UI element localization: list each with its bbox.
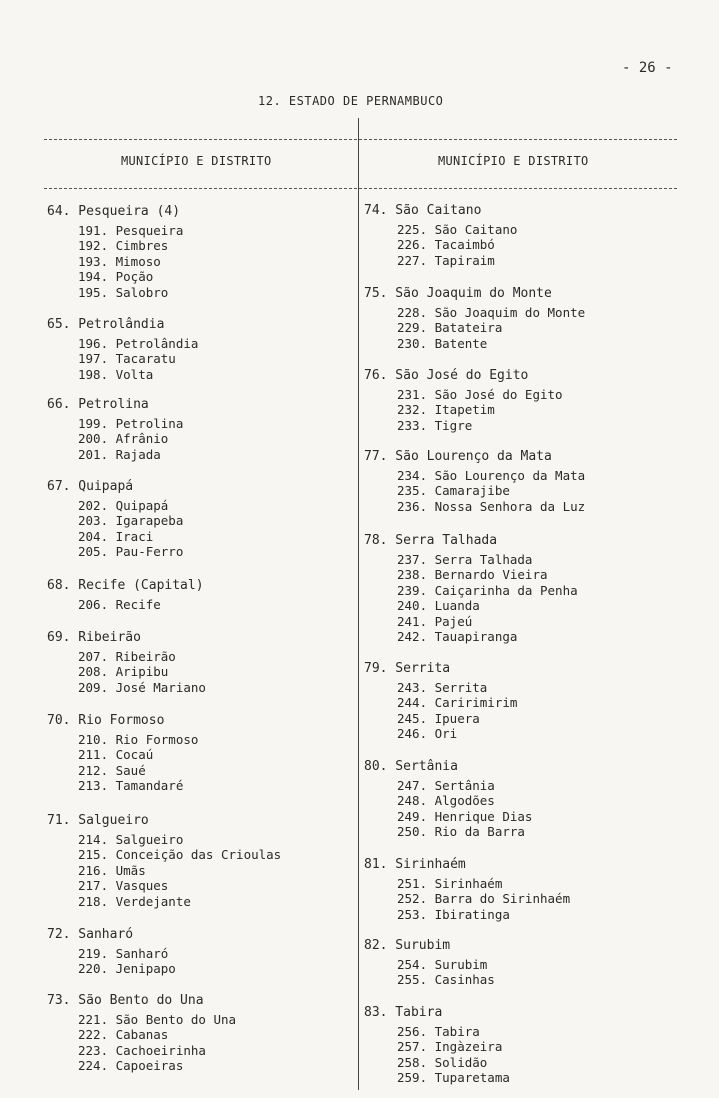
distrito-item: 231. São José do Egito [397, 387, 563, 402]
distrito-item: 241. Pajeú [397, 613, 473, 629]
distrito-item: 194. Poção [78, 269, 154, 285]
distrito-item: 195. Salobro [78, 284, 169, 300]
distrito-item: 250. Rio da Barra [397, 824, 525, 840]
municipio-heading: 71. Salgueiro [47, 813, 149, 828]
distrito-item: 206. Recife [78, 597, 161, 612]
distrito-item: 222. Cabanas [78, 1027, 169, 1043]
page-title: 12. ESTADO DE PERNAMBUCO [258, 94, 444, 108]
distrito-item: 220. Jenipapo [78, 961, 176, 977]
distrito-item: 218. Verdejante [78, 893, 191, 909]
municipio-heading: 65. Petrolândia [47, 317, 165, 332]
distrito-item: 201. Rajada [78, 446, 161, 462]
distrito-item: 196. Petrolândia [78, 336, 199, 351]
municipio-heading: 69. Ribeirão [47, 630, 141, 645]
distrito-item: 219. Sanharó [78, 946, 169, 961]
distrito-item: 254. Surubim [397, 957, 488, 972]
distrito-item: 217. Vasques [78, 878, 169, 894]
municipio-heading: 72. Sanharó [47, 927, 134, 942]
distrito-item: 238. Bernardo Vieira [397, 567, 548, 583]
municipio-heading: 64. Pesqueira (4) [47, 204, 181, 219]
distrito-item: 207. Ribeirão [78, 649, 176, 664]
column-divider [358, 118, 359, 1090]
distrito-item: 256. Tabira [397, 1024, 480, 1039]
distrito-item: 216. Umãs [78, 862, 146, 878]
distrito-item: 208. Aripibu [78, 664, 169, 680]
distrito-item: 252. Barra do Sirinhaém [397, 891, 571, 907]
distrito-item: 211. Cocaú [78, 747, 154, 763]
municipio-heading: 68. Recife (Capital) [47, 578, 204, 593]
distrito-item: 192. Cimbres [78, 238, 169, 254]
distrito-item: 223. Cachoeirinha [78, 1042, 206, 1058]
municipio-heading: 73. São Bento do Una [47, 993, 204, 1008]
distrito-item: 191. Pesqueira [78, 223, 184, 238]
distrito-item: 215. Conceição das Crioulas [78, 847, 282, 863]
distrito-item: 197. Tacaratu [78, 351, 176, 367]
distrito-item: 227. Tapiraim [397, 252, 495, 268]
distrito-item: 258. Solidão [397, 1054, 488, 1070]
municipio-heading: 67. Quipapá [47, 479, 134, 494]
distrito-item: 247. Sertânia [397, 778, 495, 793]
distrito-item: 240. Luanda [397, 598, 480, 614]
municipio-heading: 80. Sertânia [364, 759, 458, 774]
table-top-rule [44, 139, 677, 140]
distrito-item: 198. Volta [78, 366, 154, 382]
header-bottom-rule [44, 188, 677, 189]
distrito-item: 214. Salgueiro [78, 832, 184, 847]
distrito-item: 237. Serra Talhada [397, 552, 533, 567]
distrito-item: 232. Itapetim [397, 402, 495, 418]
municipio-heading: 70. Rio Formoso [47, 713, 165, 728]
municipio-heading: 77. São Lourenço da Mata [364, 449, 552, 464]
distrito-item: 242. Tauapiranga [397, 629, 518, 644]
distrito-item: 228. São Joaquim do Monte [397, 305, 586, 320]
municipio-heading: 83. Tabira [364, 1005, 443, 1020]
distrito-item: 257. Ingàzeira [397, 1039, 503, 1055]
distrito-item: 221. São Bento do Una [78, 1012, 237, 1027]
distrito-item: 245. Ipuera [397, 710, 480, 726]
distrito-item: 213. Tamandaré [78, 778, 184, 794]
distrito-item: 259. Tuparetama [397, 1070, 510, 1086]
municipio-heading: 66. Petrolina [47, 397, 149, 412]
header-right: MUNICÍPIO E DISTRITO [438, 154, 589, 168]
municipio-heading: 78. Serra Talhada [364, 533, 498, 548]
municipio-heading: 76. São José do Egito [364, 368, 529, 383]
distrito-item: 209. José Mariano [78, 679, 206, 695]
municipio-heading: 75. São Joaquim do Monte [364, 286, 552, 301]
distrito-item: 205. Pau-Ferro [78, 544, 184, 560]
distrito-item: 203. Igarapeba [78, 513, 184, 529]
distrito-item: 210. Rio Formoso [78, 732, 199, 747]
distrito-item: 225. São Caitano [397, 222, 518, 237]
page-number: - 26 - [622, 60, 673, 76]
distrito-item: 253. Ibiratinga [397, 906, 510, 922]
distrito-item: 230. Batente [397, 335, 488, 351]
municipio-heading: 82. Surubim [364, 938, 451, 953]
distrito-item: 239. Caiçarinha da Penha [397, 582, 578, 598]
distrito-item: 193. Mimoso [78, 253, 161, 269]
distrito-item: 236. Nossa Senhora da Luz [397, 498, 586, 514]
distrito-item: 212. Saué [78, 762, 146, 778]
distrito-item: 234. São Lourenço da Mata [397, 468, 586, 483]
distrito-item: 202. Quipapá [78, 498, 169, 513]
distrito-item: 224. Capoeiras [78, 1058, 184, 1074]
distrito-item: 226. Tacaimbó [397, 237, 495, 253]
distrito-item: 248. Algodões [397, 793, 495, 809]
distrito-item: 249. Henrique Dias [397, 808, 533, 824]
municipio-heading: 74. São Caitano [364, 203, 482, 218]
distrito-item: 199. Petrolina [78, 416, 184, 431]
distrito-item: 255. Casinhas [397, 972, 495, 988]
municipio-heading: 81. Sirinhaém [364, 857, 466, 872]
distrito-item: 204. Iraci [78, 528, 154, 544]
distrito-item: 235. Camarajibe [397, 483, 510, 499]
distrito-item: 244. Caririmirim [397, 695, 518, 711]
distrito-item: 229. Batateira [397, 320, 503, 336]
header-left: MUNICÍPIO E DISTRITO [121, 154, 272, 168]
distrito-item: 251. Sirinhaém [397, 876, 503, 891]
distrito-item: 200. Afrânio [78, 431, 169, 447]
distrito-item: 243. Serrita [397, 680, 488, 695]
distrito-item: 246. Ori [397, 726, 458, 742]
municipio-heading: 79. Serrita [364, 661, 451, 676]
distrito-item: 233. Tigre [397, 417, 473, 433]
